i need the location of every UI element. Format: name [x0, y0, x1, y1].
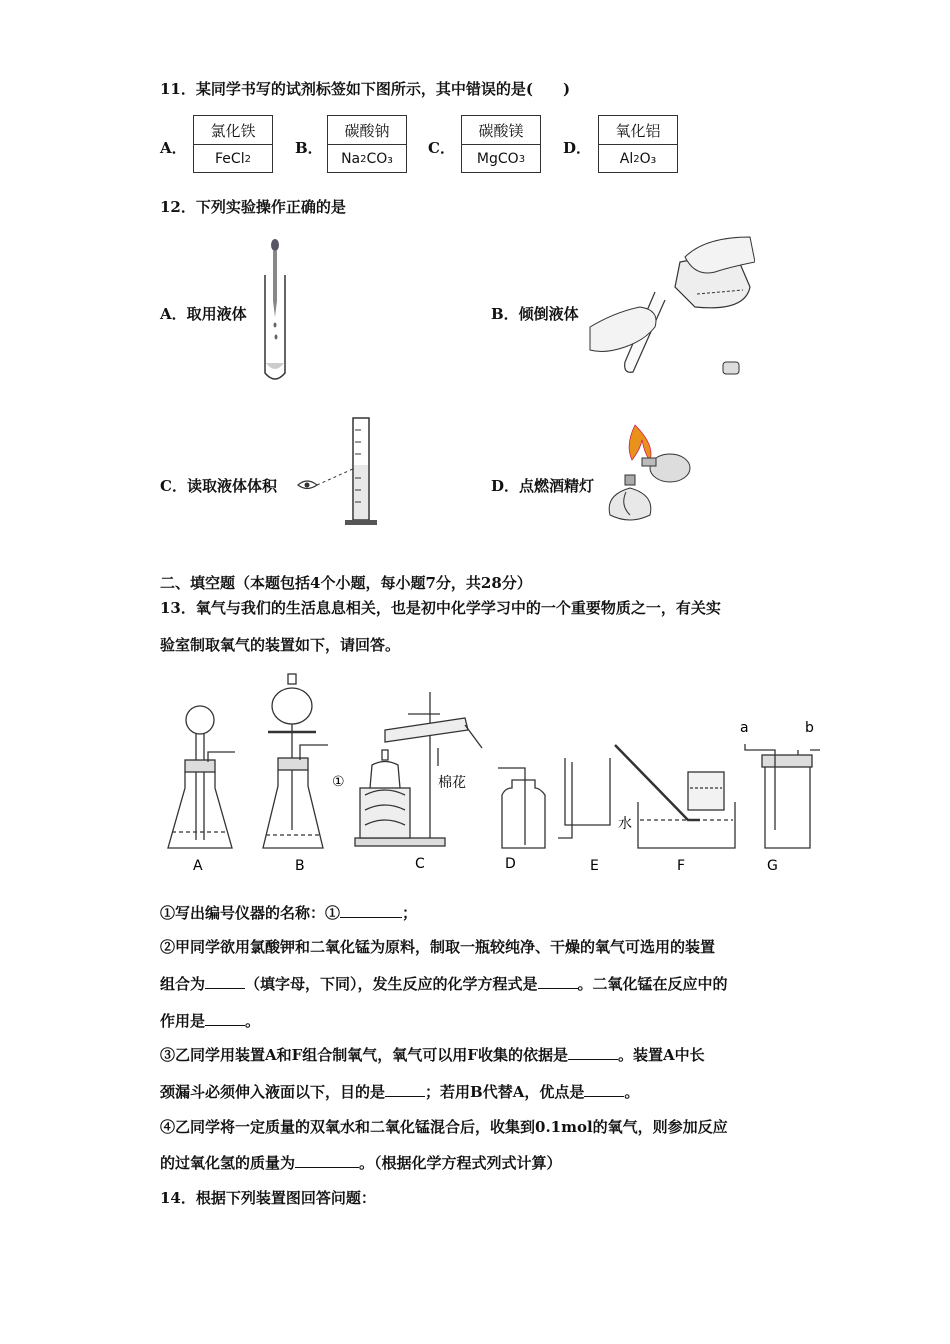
q11-option-c-label[interactable] — [461, 115, 541, 173]
blank-answer[interactable] — [205, 1011, 245, 1026]
q11-stem: 11．某同学书写的试剂标签如下图所示，其中错误的是( ) — [160, 80, 571, 98]
q13-sub2-line1: ②甲同学欲用氯酸钾和二氧化锰为原料，制取一瓶较纯净、干燥的氧气可选用的装置 — [160, 938, 716, 956]
lighting-alcohol-lamp-figure — [600, 420, 700, 530]
apparatus-d — [498, 768, 545, 848]
q12-option-a[interactable]: A．取用液体 — [160, 305, 247, 323]
reagent-formula: MgCO 3 — [476, 151, 526, 167]
svg-text:水: 水 — [618, 816, 632, 832]
svg-text:A: A — [193, 858, 203, 874]
reagent-formula: Na 2 CO₃ — [341, 151, 393, 167]
svg-text:B: B — [295, 858, 305, 874]
q11-option-a-letter: A． — [160, 139, 187, 157]
q13-sub3-line1: ③乙同学用装置A和F组合制氧气，氧气可以用F收集的依据是 。装置A中长 — [160, 1046, 705, 1064]
reagent-name: 氧化铝 — [599, 116, 677, 145]
q13-stem-line1: 13．氧气与我们的生活息息相关，也是初中化学学习中的一个重要物质之一，有关实 — [160, 599, 721, 617]
reagent-formula: FeCl 2 — [215, 151, 251, 167]
q12-stem: 12．下列实验操作正确的是 — [160, 198, 346, 216]
blank-answer[interactable] — [340, 903, 402, 918]
q12-option-c[interactable]: C．读取液体体积 — [160, 477, 277, 495]
q14-stem: 14．根据下列装置图回答问题： — [160, 1189, 376, 1207]
svg-text:D: D — [505, 856, 516, 872]
q11-option-c-letter: C． — [428, 139, 455, 157]
q13-sub4-line1: ④乙同学将一定质量的双氧水和二氧化锰混合后，收集到0.1mol的氧气，则参加反应 — [160, 1118, 728, 1136]
apparatus-f — [615, 745, 735, 848]
apparatus-b — [263, 674, 328, 848]
apparatus-c — [355, 692, 482, 846]
svg-text:①: ① — [332, 774, 345, 790]
q13-sub1: ①写出编号仪器的名称：① ； — [160, 904, 418, 922]
svg-text:E: E — [590, 858, 599, 874]
q13-sub4-line2: 的过氧化氢的质量为 。（根据化学方程式列式计算） — [160, 1154, 562, 1172]
apparatus-g — [745, 744, 820, 848]
q11-option-a-label[interactable] — [193, 115, 273, 173]
reagent-name: 碳酸镁 — [462, 116, 540, 145]
q11-option-d-label[interactable] — [598, 115, 678, 173]
q11-option-b-label[interactable] — [327, 115, 407, 173]
port-a: a — [740, 720, 749, 736]
section-heading: 二、填空题（本题包括4个小题，每小题7分，共28分） — [160, 574, 532, 592]
q12-option-b[interactable]: B．倾倒液体 — [491, 305, 579, 323]
reagent-formula: Al 2 O₃ — [619, 151, 657, 167]
blank-answer[interactable] — [538, 974, 578, 989]
pouring-liquid-figure — [585, 232, 755, 382]
svg-text:F: F — [677, 858, 686, 874]
q13-sub2-line3: 作用是 。 — [160, 1012, 261, 1030]
blank-answer[interactable] — [584, 1082, 624, 1097]
q11-option-b-letter: B． — [295, 139, 323, 157]
blank-answer[interactable] — [295, 1153, 359, 1168]
q11-option-d-letter: D． — [563, 139, 592, 157]
q13-sub3-line2: 颈漏斗必须伸入液面以下，目的是 ；若用B代替A，优点是 。 — [160, 1083, 640, 1101]
q13-sub2-line2: 组合为 （填字母，下同），发生反应的化学方程式是 。二氧化锰在反应中的 — [160, 975, 728, 993]
svg-text:棉花: 棉花 — [438, 775, 466, 791]
reagent-name: 碳酸钠 — [328, 116, 406, 145]
q13-stem-line2: 验室制取氧气的装置如下，请回答。 — [160, 636, 401, 654]
blank-answer[interactable] — [205, 974, 245, 989]
apparatus-a — [168, 706, 235, 848]
apparatus-e — [558, 758, 610, 838]
port-b: b — [805, 720, 814, 736]
reagent-name: 氯化铁 — [194, 116, 272, 145]
reading-cylinder-figure — [293, 410, 393, 530]
blank-answer[interactable] — [385, 1082, 425, 1097]
svg-text:G: G — [767, 858, 778, 874]
dropper-in-test-tube-figure — [255, 235, 295, 385]
oxygen-apparatus-figure — [160, 670, 820, 880]
svg-text:C: C — [415, 856, 425, 872]
q12-option-d[interactable]: D．点燃酒精灯 — [491, 477, 595, 495]
blank-answer[interactable] — [568, 1045, 618, 1060]
